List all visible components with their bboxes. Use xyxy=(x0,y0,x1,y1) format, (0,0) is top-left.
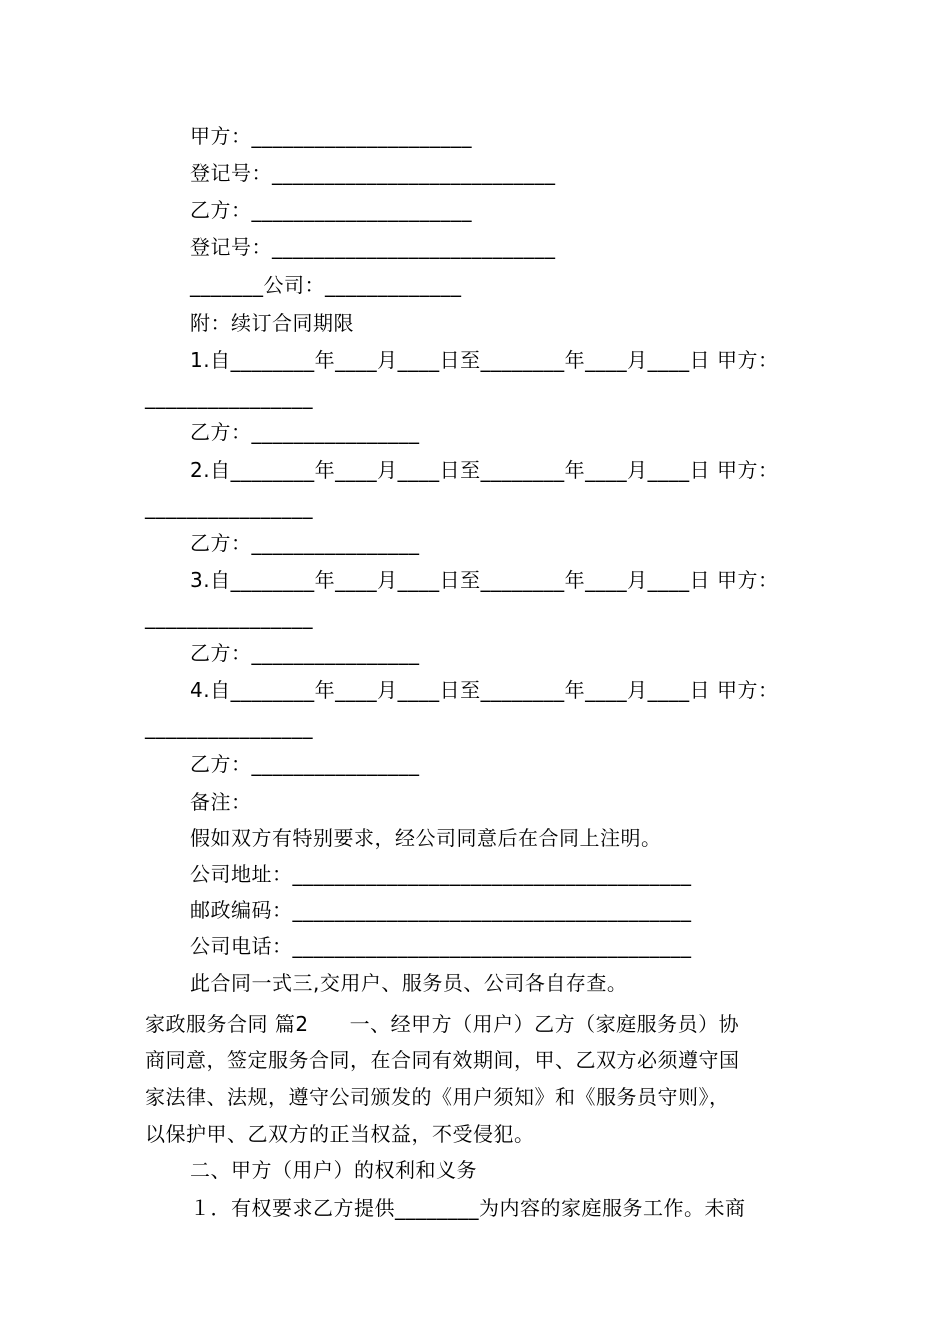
clause-1-text: １．有权要求乙方提供________为内容的家庭服务工作。未商 xyxy=(190,1196,746,1220)
party-b-line: 乙方：_____________________ xyxy=(190,198,472,222)
party-b-registration-line: 登记号：___________________________ xyxy=(190,235,556,259)
postal-code-line: 邮政编码：______________________________________ xyxy=(190,898,692,922)
company-address-line: 公司地址：______________________________________ xyxy=(190,862,692,886)
renewal-term-2-party-a-blank: ________________ xyxy=(145,495,313,519)
renewal-term-2: 2.自________年____月____日至________年____月____日 甲方： xyxy=(190,458,779,482)
company-line: _______公司：_____________ xyxy=(190,273,462,297)
renewal-term-1-party-b: 乙方：________________ xyxy=(190,420,420,444)
contract-2-paragraph-line-3: 家法律、法规，遵守公司颁发的《用户须知》和《服务员守则》， xyxy=(145,1085,730,1109)
party-a-registration-line: 登记号：___________________________ xyxy=(190,161,556,185)
contract-2-paragraph-line-2: 商同意，签定服务合同，在合同有效期间，甲、乙双方必须遵守国 xyxy=(145,1048,740,1072)
renewal-term-1-party-a-blank: ________________ xyxy=(145,385,313,409)
company-phone-line: 公司电话：______________________________________ xyxy=(190,934,692,958)
renewal-term-3: 3.自________年____月____日至________年____月____日 甲方： xyxy=(190,568,779,592)
renewal-term-4-party-b: 乙方：________________ xyxy=(190,752,420,776)
remarks-text: 假如双方有特别要求，经公司同意后在合同上注明。 xyxy=(190,826,662,850)
remarks-heading: 备注： xyxy=(190,790,252,814)
renewal-term-3-party-b: 乙方：________________ xyxy=(190,641,420,665)
appendix-heading: 附：续订合同期限 xyxy=(190,311,354,335)
party-a-line: 甲方：_____________________ xyxy=(190,124,472,148)
section-2-heading: 二、甲方（用户）的权利和义务 xyxy=(190,1158,477,1182)
renewal-term-4: 4.自________年____月____日至________年____月____日 甲方： xyxy=(190,678,779,702)
renewal-term-2-party-b: 乙方：________________ xyxy=(190,531,420,555)
copies-note: 此合同一式三,交用户、服务员、公司各自存查。 xyxy=(190,971,628,995)
renewal-term-1: 1.自________年____月____日至________年____月____日 甲方： xyxy=(190,348,779,372)
renewal-term-3-party-a-blank: ________________ xyxy=(145,605,313,629)
contract-2-paragraph-line-4: 以保护甲、乙双方的正当权益，不受侵犯。 xyxy=(145,1122,535,1146)
contract-2-paragraph-line-1: 家政服务合同 篇2 一、经甲方（用户）乙方（家庭服务员）协 xyxy=(145,1012,740,1036)
renewal-term-4-party-a-blank: ________________ xyxy=(145,715,313,739)
